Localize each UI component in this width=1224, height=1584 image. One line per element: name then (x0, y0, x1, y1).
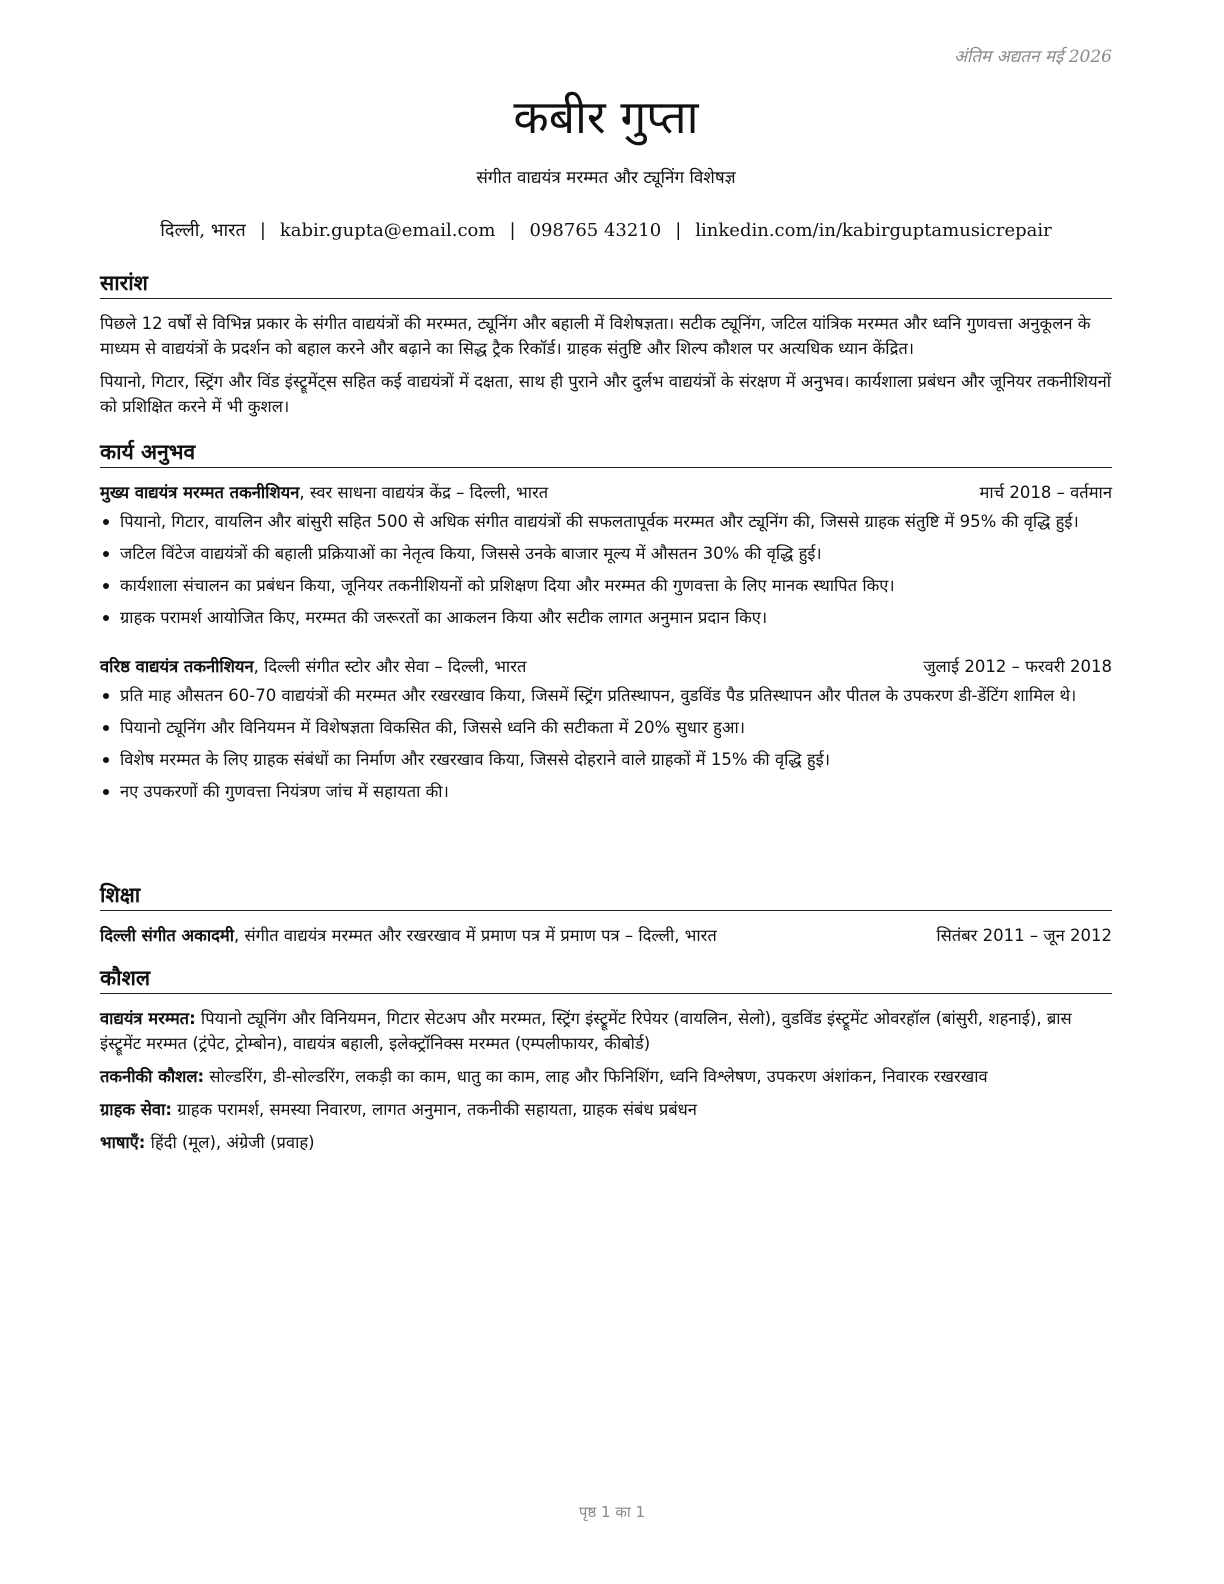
job-bullet: प्रति माह औसतन 60-70 वाद्ययंत्रों की मरम्मत और रखरखाव किया, जिसमें स्ट्रिंग प्रतिस्थापन, वुडविंड पैड प्रतिस्थापन और पीतल के उपकरण डी-डेंटिंग शामिल थे। (100, 683, 1112, 708)
education-dates: सितंबर 2011 – जून 2012 (936, 926, 1112, 945)
contact-phone: 098765 43210 (529, 220, 662, 241)
job-bullet: ग्राहक परामर्श आयोजित किए, मरम्मत की जरूरतों का आकलन किया और सटीक लागत अनुमान प्रदान किए। (100, 605, 1112, 630)
job-dates: जुलाई 2012 – फरवरी 2018 (923, 657, 1112, 676)
page-footer: पृष्ठ 1 का 1 (578, 1503, 646, 1521)
last-updated: अंतिम अद्यतन मई 2026 (953, 47, 1112, 67)
summary-paragraph: पिछले 12 वर्षों से विभिन्न प्रकार के संगीत वाद्ययंत्रों की मरम्मत, ट्यूनिंग और बहाली में विशेषज्ञता। सटीक ट्यूनिंग, जटिल यांत्रिक मरम्मत और ध्वनि गुणवत्ता अनुकूलन के माध्यम से वाद्ययंत्रों के प्रदर्शन को बहाल करने और बढ़ाने का सिद्ध ट्रैक रिकॉर्ड। ग्राहक संतुष्टि और शिल्प कौशल पर अत्यधिक ध्यान केंद्रित। (100, 314, 1091, 358)
skill-row (100, 1006, 1112, 1056)
contact-separator: | (509, 220, 516, 241)
job-bullets (100, 683, 1112, 804)
contact-separator: | (259, 220, 266, 241)
contact-linkedin[interactable]: linkedin.com/in/kabirguptamusicrepair (695, 220, 1052, 241)
job-bullet: विशेष मरम्मत के लिए ग्राहक संबंधों का निर्माण और रखरखाव किया, जिससे दोहराने वाले ग्राहकों में 15% की वृद्धि हुई। (100, 747, 1112, 772)
job-entry (100, 654, 1112, 804)
job-bullet: पियानो ट्यूनिंग और विनियमन में विशेषज्ञता विकसित की, जिससे ध्वनि की सटीकता में 20% सुधार हुआ। (100, 715, 1112, 740)
job-role: वरिष्ठ वाद्ययंत्र तकनीशियन (100, 657, 254, 676)
skill-row (100, 1130, 1112, 1155)
job-header (100, 654, 1112, 679)
skill-row (100, 1064, 1112, 1089)
job-entry (100, 480, 1112, 630)
job-dates: मार्च 2018 – वर्तमान (979, 483, 1112, 502)
job-bullet: कार्यशाला संचालन का प्रबंधन किया, जूनियर तकनीशियनों को प्रशिक्षण दिया और मरम्मत की गुणवत्ता के लिए मानक स्थापित किए। (100, 573, 1112, 598)
education-school: दिल्ली संगीत अकादमी (100, 926, 235, 945)
job-org: , दिल्ली संगीत स्टोर और सेवा – दिल्ली, भारत (253, 657, 527, 676)
education-heading: शिक्षा (100, 882, 1112, 911)
skill-row (100, 1097, 1112, 1122)
skill-value: पियानो ट्यूनिंग और विनियमन, गिटार सेटअप और मरम्मत, स्ट्रिंग इंस्ट्रूमेंट रिपेयर (वायलिन, सेलो), वुडविंड इंस्ट्रूमेंट ओवरहॉल (बांसुरी, शहनाई), ब्रास इंस्ट्रूमेंट मरम्मत (ट्रंपेट, ट्रोम्बोन), वाद्ययंत्र बहाली, इलेक्ट्रॉनिक्स मरम्मत (एम्पलीफायर, कीबोर्ड) (100, 1009, 1072, 1053)
skills-section (100, 965, 1112, 1163)
candidate-name: कबीर गुप्ता (513, 90, 699, 144)
skill-value: ग्राहक परामर्श, समस्या निवारण, लागत अनुमान, तकनीकी सहायता, ग्राहक संबंध प्रबंधन (171, 1100, 697, 1119)
candidate-subtitle: संगीत वाद्ययंत्र मरम्मत और ट्यूनिंग विशेषज्ञ (476, 168, 736, 188)
job-bullet: जटिल विंटेज वाद्ययंत्रों की बहाली प्रक्रियाओं का नेतृत्व किया, जिससे उनके बाजार मूल्य में औसतन 30% की वृद्धि हुई। (100, 541, 1112, 566)
experience-section (100, 439, 1112, 811)
skill-value: हिंदी (मूल), अंग्रेजी (प्रवाह) (145, 1133, 315, 1152)
education-entry (100, 923, 1112, 948)
contact-location: दिल्ली, भारत (160, 220, 246, 241)
job-header (100, 480, 1112, 505)
resume-page (100, 0, 1112, 1584)
job-bullet: पियानो, गिटार, वायलिन और बांसुरी सहित 500 से अधिक संगीत वाद्ययंत्रों की सफलतापूर्वक मरम्मत और ट्यूनिंग की, जिससे ग्राहक संतुष्टि में 95% की वृद्धि हुई। (100, 509, 1112, 534)
contact-email[interactable]: kabir.gupta@email.com (279, 220, 496, 241)
summary-heading: सारांश (100, 270, 1112, 299)
skill-label: भाषाएँ: (100, 1133, 146, 1152)
skill-label: ग्राहक सेवा: (100, 1100, 172, 1119)
skill-label: तकनीकी कौशल: (100, 1067, 205, 1086)
summary-paragraph: पियानो, गिटार, स्ट्रिंग और विंड इंस्ट्रूमेंट्स सहित कई वाद्ययंत्रों में दक्षता, साथ ही पुराने और दुर्लभ वाद्ययंत्रों के संरक्षण में अनुभव। कार्यशाला प्रबंधन और जूनियर तकनीशियनों को प्रशिक्षित करने में भी कुशल। (100, 372, 1112, 416)
skill-label: वाद्ययंत्र मरम्मत: (100, 1009, 196, 1028)
experience-heading: कार्य अनुभव (100, 439, 1112, 468)
job-role: मुख्य वाद्ययंत्र मरम्मत तकनीशियन (100, 483, 300, 502)
job-bullet: नए उपकरणों की गुणवत्ता नियंत्रण जांच में सहायता की। (100, 779, 1112, 804)
summary-section (100, 270, 1112, 427)
education-section (100, 882, 1112, 952)
skills-heading: कौशल (100, 965, 1112, 994)
job-org: , स्वर साधना वाद्ययंत्र केंद्र – दिल्ली, भारत (299, 483, 549, 502)
job-bullets (100, 509, 1112, 630)
skill-value: सोल्डरिंग, डी-सोल्डरिंग, लकड़ी का काम, धातु का काम, लाह और फिनिशिंग, ध्वनि विश्लेषण, उपकरण अंशांकन, निवारक रखरखाव (204, 1067, 988, 1086)
education-detail: , संगीत वाद्ययंत्र मरम्मत और रखरखाव में प्रमाण पत्र में प्रमाण पत्र – दिल्ली, भारत (234, 926, 717, 945)
contact-separator: | (675, 220, 682, 241)
contact-line (100, 218, 1112, 244)
